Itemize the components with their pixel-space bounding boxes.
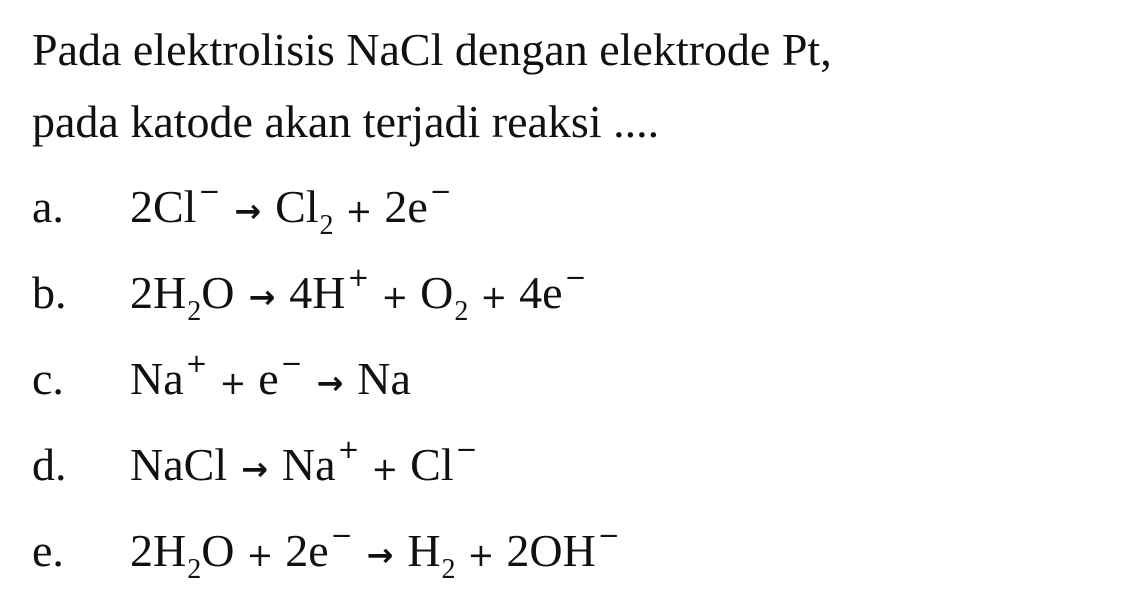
reaction-arrow-icon: →	[366, 536, 394, 574]
superscript: −	[455, 435, 478, 465]
formula-text: O	[201, 267, 235, 318]
formula-text: Na	[357, 353, 411, 404]
formula-text: 2H	[130, 525, 187, 576]
formula-text: NaCl	[130, 439, 228, 490]
plus-sign: +	[381, 278, 409, 316]
question-line-2: pada katode akan terjadi reaksi ....	[32, 96, 660, 147]
plus-sign: +	[345, 192, 373, 230]
superscript: −	[564, 263, 587, 293]
formula-text: O	[420, 267, 454, 318]
plus-sign: +	[467, 536, 495, 574]
formula-text: Cl	[410, 439, 454, 490]
formula-text: 2H	[130, 267, 187, 318]
question-line-1: Pada elektrolisis NaCl dengan elektrode Pt,	[32, 24, 832, 75]
formula-text: 4e	[519, 267, 563, 318]
option-letter: c.	[32, 353, 64, 404]
option-letter: e.	[32, 525, 64, 576]
option-letter: a.	[32, 181, 64, 232]
subscript: 2	[441, 554, 456, 585]
formula-text: H	[407, 525, 441, 576]
formula-text: Na	[281, 439, 336, 490]
superscript: −	[198, 177, 221, 207]
option-letter: d.	[32, 439, 67, 490]
superscript: −	[597, 521, 620, 551]
superscript: +	[185, 349, 208, 379]
superscript: −	[280, 349, 303, 379]
superscript: +	[347, 263, 370, 293]
option-equation	[130, 250, 586, 340]
formula-text: 4H	[289, 267, 346, 318]
plus-sign: +	[371, 450, 399, 488]
option-equation	[130, 336, 411, 426]
plus-sign: +	[246, 536, 274, 574]
formula-text: 2e	[285, 525, 329, 576]
subscript: 2	[319, 210, 334, 241]
formula-text: O	[201, 525, 235, 576]
option-equation	[130, 508, 620, 598]
superscript: −	[330, 521, 353, 551]
formula-text: 2OH	[506, 525, 596, 576]
reaction-arrow-icon: →	[248, 278, 276, 316]
reaction-arrow-icon: →	[316, 364, 344, 402]
reaction-arrow-icon: →	[241, 450, 268, 488]
reaction-arrow-icon: →	[234, 192, 262, 230]
subscript: 2	[454, 296, 469, 327]
plus-sign: +	[219, 364, 247, 402]
option-equation	[130, 422, 477, 512]
formula-text: Cl	[275, 181, 319, 232]
option-equation	[130, 164, 452, 254]
formula-text: 2e	[384, 181, 428, 232]
option-letter: b.	[32, 267, 67, 318]
subscript: 2	[187, 554, 202, 585]
formula-text: Na	[130, 353, 184, 404]
superscript: +	[337, 435, 360, 465]
question-text	[32, 14, 1112, 158]
superscript: −	[429, 177, 452, 207]
formula-text: e	[258, 353, 279, 404]
plus-sign: +	[480, 278, 508, 316]
subscript: 2	[187, 296, 202, 327]
formula-text: 2Cl	[130, 181, 197, 232]
